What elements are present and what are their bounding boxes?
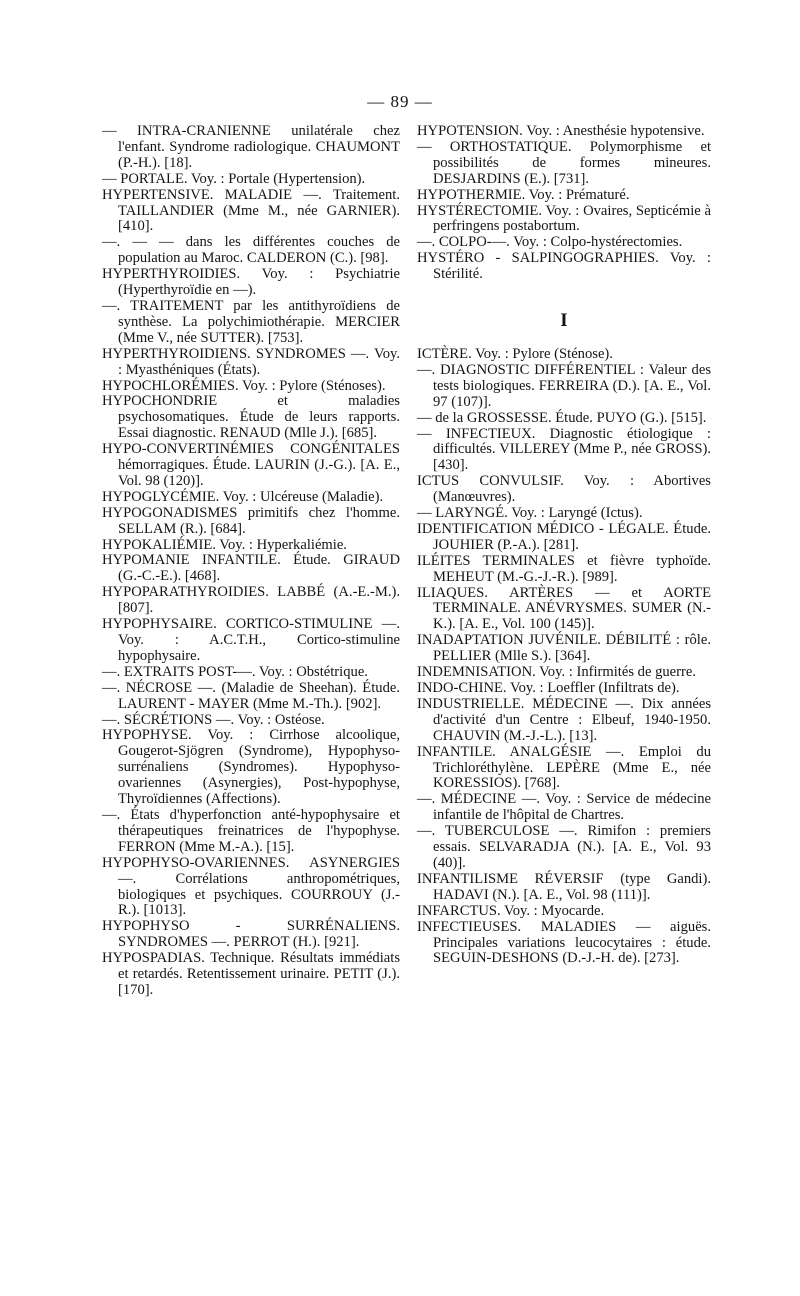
index-entry: INDEMNISATION. Voy. : Infirmités de guerre. [417,664,696,681]
index-entry: HYSTÉRO - SALPINGOGRAPHIES. Voy. : Stérilité. [417,250,711,283]
index-entry: INFECTIEUSES. MALADIES — aiguës. Principales variations leucocytaires : étude. SEGUIN-DESHONS (D.-J.-H. de). [273]. [417,918,711,967]
index-entry: —. SÉCRÉTIONS —. Voy. : Ostéose. [102,711,325,728]
index-entry: INADAPTATION JUVÉNILE. DÉBILITÉ : rôle. PELLIER (Mlle S.). [364]. [417,632,711,665]
index-entry: HYPERTENSIVE. MALADIE —. Traitement. TAILLANDIER (Mme M., née GARNIER). [410]. [102,186,400,235]
index-entry: HYPOTENSION. Voy. : Anesthésie hypotensive. [417,123,705,139]
index-entry: HYPOCHLORÉMIES. Voy. : Pylore (Sténoses). [102,377,386,394]
index-column-left [102,124,400,999]
index-entry: ICTUS CONVULSIF. Voy. : Abortives (Manœuvres). [417,473,711,506]
index-entry: HYPOPHYSO - SURRÉNALIENS. SYNDROMES —. PERROT (H.). [921]. [102,918,400,951]
index-entry: HYPOPHYSO-OVARIENNES. ASYNERGIES —. Corrélations anthropométriques, biologiques et psychiques. COURROUY (J.-R.). [1013]. [102,854,400,919]
index-entry: ICTÈRE. Voy. : Pylore (Sténose). [417,345,613,362]
index-entry: — INFECTIEUX. Diagnostic étiologique : difficultés. VILLEREY (Mme P., née GROSS). [430]. [417,425,711,474]
index-entry: INFANTILISME RÉVERSIF (type Gandi). HADAVI (N.). [A. E., Vol. 98 (111)]. [417,870,711,903]
index-entry: —. COLPO-—. Voy. : Colpo-hystérectomies. [417,234,683,251]
index-entry: ILIAQUES. ARTÈRES — et AORTE TERMINALE. ANÉVRYSMES. SUMER (N.-K.). [A. E., Vol. 100 (145)]. [417,584,711,633]
index-entry: INFANTILE. ANALGÉSIE —. Emploi du Trichloréthylène. LEPÈRE (Mme E., née KORESSIOS). [768]. [417,743,711,792]
index-entry: HYPOPHYSE. Voy. : Cirrhose alcoolique, Gougerot-Sjögren (Syndrome), Hypophyso-surrénaliens (Syndromes). Hypophyso-ovariennes (Asynergies), Post-hypophyse, Thyroïdiennes (Affections). [102,727,400,808]
index-entry: INDO-CHINE. Voy. : Loeffler (Infiltrats de). [417,680,680,696]
index-entry: —. TUBERCULOSE —. Rimifon : premiers essais. SELVARADJA (N.). [A. E., Vol. 93 (40)]. [417,823,711,871]
index-entry: —. — — dans les différentes couches de population au Maroc. CALDERON (C.). [98]. [102,234,400,267]
index-entry: —. États d'hyperfonction anté-hypophysaire et thérapeutiques freinatrices de l'hypophyse. FERRON (Mme M.-A.). [15]. [102,806,400,855]
index-entry: INDUSTRIELLE. MÉDECINE —. Dix années d'activité d'un Centre : Elbeuf, 1940-1950. CHAUVIN (M.-J.-L.). [13]. [417,695,711,744]
index-entry: — PORTALE. Voy. : Portale (Hypertension). [102,170,366,187]
index-entry: HYPO-CONVERTINÉMIES CONGÉNITALES hémorragiques. Étude. LAURIN (J.-G.). [A. E., Vol. 98 (120)]. [102,441,400,489]
index-entry: HYPOPHYSAIRE. CORTICO-STIMULINE —. Voy. : A.C.T.H., Cortico-stimuline hypophysaire. [102,616,400,664]
index-entry: INFARCTUS. Voy. : Myocarde. [417,902,605,919]
index-entry: HYPOGLYCÉMIE. Voy. : Ulcéreuse (Maladie). [102,488,384,505]
index-entry: HYPOTHERMIE. Voy. : Prématuré. [417,186,630,203]
page-number: — 89 — [367,92,433,111]
index-entry: —. DIAGNOSTIC DIFFÉRENTIEL : Valeur des tests biologiques. FERREIRA (D.). [A. E., Vol. 97 (107)]. [417,361,711,410]
index-entry: IDENTIFICATION MÉDICO - LÉGALE. Étude. JOUHIER (P.-A.). [281]. [417,520,711,553]
index-entry: —. NÉCROSE —. (Maladie de Sheehan). Étude. LAURENT - MAYER (Mme M.-Th.). [902]. [102,679,400,712]
index-entry: ILÉITES TERMINALES et fièvre typhoïde. MEHEUT (M.-G.-J.-R.). [989]. [417,552,711,585]
index-entry: HYPOMANIE INFANTILE. Étude. GIRAUD (G.-C.-E.). [468]. [102,552,400,585]
index-entry: HYPERTHYROIDIENS. SYNDROMES —. Voy. : Myasthéniques (États). [102,345,400,378]
index-entry: HYPOGONADISMES primitifs chez l'homme. SELLAM (R.). [684]. [102,504,400,537]
section-letter-heading: I [560,310,568,332]
index-column-right [417,124,711,967]
index-entry: HYSTÉRECTOMIE. Voy. : Ovaires, Septicémie à perfringens postabortum. [417,202,711,235]
index-entry: HYPOSPADIAS. Technique. Résultats immédiats et retardés. Retentissement urinaire. PETIT (J.). [170]. [102,950,400,998]
index-entry: — ORTHOSTATIQUE. Polymorphisme et possibilités de formes mineures. DESJARDINS (E.). [731]. [417,138,711,187]
index-entry: —. TRAITEMENT par les antithyroïdiens de synthèse. La polychimiothérapie. MERCIER (Mme V., née SUTTER). [753]. [102,297,400,346]
index-entry: HYPOCHONDRIE et maladies psychosomatiques. Étude de leurs rapports. Essai diagnostic. RENAUD (Mlle J.). [685]. [102,393,400,442]
index-entry: —. MÉDECINE —. Voy. : Service de médecine infantile de l'hôpital de Chartres. [417,791,711,824]
index-entry: HYPOPARATHYROIDIES. LABBÉ (A.-E.-M.). [807]. [102,584,400,617]
index-entry: HYPERTHYROIDIES. Voy. : Psychiatrie (Hyperthyroïdie en —). [102,266,400,299]
index-entry: HYPOKALIÉMIE. Voy. : Hyperkaliémie. [102,536,347,553]
index-entry: — LARYNGÉ. Voy. : Laryngé (Ictus). [417,505,643,522]
index-entry: — de la GROSSESSE. Étude. PUYO (G.). [515]. [417,409,707,426]
index-entry: —. EXTRAITS POST-—. Voy. : Obstétrique. [102,663,368,680]
index-entry: — INTRA-CRANIENNE unilatérale chez l'enfant. Syndrome radiologique. CHAUMONT (P.-H.). [18]. [102,123,400,171]
